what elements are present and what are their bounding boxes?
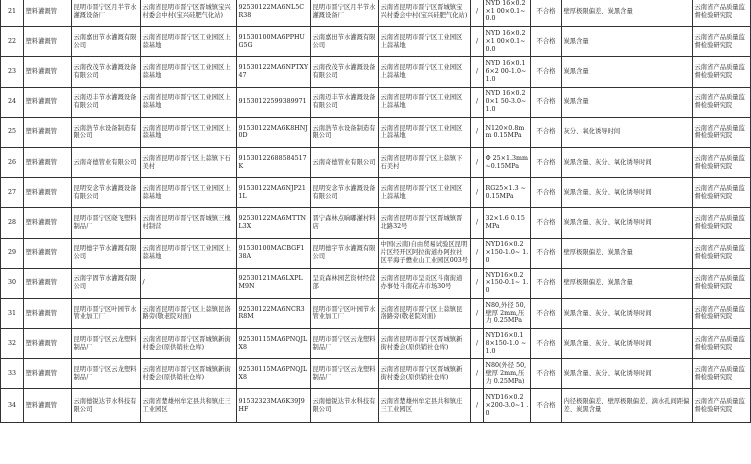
producer-name-cell: 昆明德宇节水灌溉有限公司 <box>72 238 141 268</box>
result-cell: 不合格 <box>531 298 562 328</box>
row-number-cell: 23 <box>1 57 24 87</box>
producer-address-cell: 云南省昆明市晋宁区工业园区上蒜基地 <box>141 87 237 117</box>
seller-name-cell: 云南奇德管业有限公司 <box>311 147 379 177</box>
seller-address-cell: 云南省昆明市晋宁区晋城镇新街村委会(原供销社仓库) <box>379 329 471 359</box>
failed-items-cell: 炭黑含量 <box>562 87 693 117</box>
table-row <box>1 389 751 423</box>
trademark-cell: / <box>471 178 484 208</box>
trademark-cell: / <box>471 27 484 57</box>
seller-name-cell: 昆明市晋宁区叶园节水管业加工厂 <box>311 298 379 328</box>
table-row <box>1 298 751 328</box>
producer-name-cell: 云南迈丰节水灌溉设备有限公司 <box>72 87 141 117</box>
seller-name-cell: 呈贡森林园艺资材经营部 <box>311 268 379 298</box>
failed-items-cell: 壁厚极限偏差、炭黑含量 <box>562 0 693 27</box>
seller-address-cell: 中国(云南)自由贸易试验区昆明片区经开区阿拉街道办阿拉社区平海子懋业山工业园区003号 <box>379 238 471 268</box>
trademark-cell: / <box>471 268 484 298</box>
trademark-cell: / <box>471 57 484 87</box>
row-number-cell: 33 <box>1 359 24 389</box>
seller-address-cell: 云南省昆明市晋宁区工业园区上蒜基地 <box>379 117 471 147</box>
table-row <box>1 0 751 27</box>
seller-name-cell: 昆明市晋宁区云龙塑料制品厂 <box>311 359 379 389</box>
seller-address-cell: 云南省昆明市晋宁区上蒜镇昆洛路旁(敬老院对面) <box>379 298 471 328</box>
producer-address-cell: 云南省昆明市晋宁区上蒜镇昆洛路旁(敬老院对面) <box>141 298 237 328</box>
row-number-cell: 24 <box>1 87 24 117</box>
trademark-cell: / <box>471 359 484 389</box>
specification-cell: NYD16×0.1 8×150-1.0 ~1.0 <box>484 329 531 359</box>
testing-lab-cell: 云南省产品质量监督检验研究院 <box>693 0 751 27</box>
producer-name-cell: 云南宇固节水灌溉有限公司 <box>72 268 141 298</box>
producer-address-cell: / <box>141 268 237 298</box>
failed-items-cell: 炭黑含量、灰分、氧化诱导时间 <box>562 329 693 359</box>
testing-lab-cell: 云南省产品质量监督检验研究院 <box>693 329 751 359</box>
seller-name-cell: 昆明市晋宁区月半节水灌溉设备厂 <box>311 0 379 27</box>
testing-lab-cell: 云南省产品质量监督检验研究院 <box>693 147 751 177</box>
failed-items-cell: 炭黑含量、灰分、氧化诱导时间 <box>562 178 693 208</box>
testing-lab-cell: 云南省产品质量监督检验研究院 <box>693 238 751 268</box>
table-row <box>1 178 751 208</box>
product-name-cell: 塑料灌溉管 <box>24 0 72 27</box>
product-name-cell: 塑料灌溉管 <box>24 117 72 147</box>
credit-code-cell: 91530100MA6PPHUG5G <box>237 27 311 57</box>
trademark-cell: / <box>471 87 484 117</box>
specification-cell: NYD 16×0.16×2 00-1.0~1.0 <box>484 57 531 87</box>
producer-name-cell: 云南孜茂节水灌溉设备有限公司 <box>72 57 141 87</box>
failed-items-cell: 壁厚极限偏差、炭黑含量 <box>562 238 693 268</box>
seller-name-cell: 云南迈丰节水灌溉设备有限公司 <box>311 87 379 117</box>
producer-address-cell: 云南省昆明市晋宁区工业园区上蒜基地 <box>141 178 237 208</box>
table-body <box>1 0 751 423</box>
table-row <box>1 359 751 389</box>
trademark-cell: / <box>471 389 484 423</box>
trademark-cell: / <box>471 0 484 27</box>
producer-name-cell: 昆明市晋宁区云龙塑料制品厂 <box>72 329 141 359</box>
specification-cell: N80,外径 50,壁厚 2mm,压力 0.25MPa <box>484 298 531 328</box>
table-row <box>1 27 751 57</box>
specification-cell: N120×0.8m m 0.15MPa <box>484 117 531 147</box>
seller-address-cell: 云南省昆明市晋宁区工业园区上蒜基地 <box>379 87 471 117</box>
failed-items-cell: 灰分、氧化诱导时间 <box>562 117 693 147</box>
seller-address-cell: 云南省昆明市晋宁区工业园区上蒜基地 <box>379 27 471 57</box>
result-cell: 不合格 <box>531 389 562 423</box>
seller-address-cell: 云南省昆明市晋宁区晋城镇新街村委会(原供销社仓库) <box>379 359 471 389</box>
producer-name-cell: 昆明安念节水灌溉设备有限公司 <box>72 178 141 208</box>
testing-lab-cell: 云南省产品质量监督检验研究院 <box>693 268 751 298</box>
row-number-cell: 28 <box>1 208 24 238</box>
trademark-cell: / <box>471 117 484 147</box>
credit-code-cell: 91530122599389971 <box>237 87 311 117</box>
producer-name-cell: 云南浩节水设备制造有限公司 <box>72 117 141 147</box>
specification-cell: Φ 25×1.3mm ~0.15MPa <box>484 147 531 177</box>
specification-cell: 32×1.6 0.15MPa <box>484 208 531 238</box>
result-cell: 不合格 <box>531 0 562 27</box>
producer-name-cell: 云南嘉田节水灌溉有限公司 <box>72 27 141 57</box>
specification-cell: NYD 16×0.20×1 50-3.0~1.0 <box>484 87 531 117</box>
seller-address-cell: 云南省昆明市晋宁区晋城镇晋北路32号 <box>379 208 471 238</box>
row-number-cell: 26 <box>1 147 24 177</box>
producer-address-cell: 云南省昆明市晋宁区工业园区上蒜基地 <box>141 117 237 147</box>
specification-cell: N80(外径 50,壁厚 2mm,压力 0.25MPa) <box>484 359 531 389</box>
failed-items-cell: 炭黑含量、灰分、氧化诱导时间 <box>562 359 693 389</box>
testing-lab-cell: 云南省产品质量监督检验研究院 <box>693 298 751 328</box>
result-cell: 不合格 <box>531 359 562 389</box>
product-name-cell: 塑料灌溉管 <box>24 389 72 423</box>
seller-name-cell: 昆明安念节水灌溉设备有限公司 <box>311 178 379 208</box>
seller-name-cell: 云南嘉田节水灌溉有限公司 <box>311 27 379 57</box>
producer-address-cell: 云南省昆明市晋宁区晋城镇新街村委会(原供销社仓库) <box>141 329 237 359</box>
trademark-cell: / <box>471 238 484 268</box>
seller-name-cell: 云南孜茂节水灌溉设备有限公司 <box>311 57 379 87</box>
testing-lab-cell: 云南省产品质量监督检验研究院 <box>693 117 751 147</box>
credit-code-cell: 91530122688584517K <box>237 147 311 177</box>
producer-address-cell: 云南省昆明市晋宁区工业园区上蒜基地 <box>141 27 237 57</box>
testing-lab-cell: 云南省产品质量监督检验研究院 <box>693 389 751 423</box>
row-number-cell: 22 <box>1 27 24 57</box>
seller-address-cell: 云南省昆明市晋宁区晋城镇宝兴村委会中村(宝兴硅肥气化站) <box>379 0 471 27</box>
seller-address-cell: 云南省昆明市晋宁区工业园区上蒜基地 <box>379 178 471 208</box>
failed-items-cell: 壁厚极限偏差、炭黑含量 <box>562 268 693 298</box>
row-number-cell: 34 <box>1 389 24 423</box>
seller-name-cell: 云南德锐达节水科技有限公司 <box>311 389 379 423</box>
seller-name-cell: 晋宁森林点晌嘟灌村料店 <box>311 208 379 238</box>
product-name-cell: 塑料灌溉管 <box>24 27 72 57</box>
trademark-cell: / <box>471 329 484 359</box>
producer-address-cell: 云南省昆明市晋宁区晋城镇三槐村制营 <box>141 208 237 238</box>
row-number-cell: 25 <box>1 117 24 147</box>
credit-code-cell: 91530100MACBGF138A <box>237 238 311 268</box>
product-name-cell: 塑料灌溉管 <box>24 178 72 208</box>
specification-cell: NYD 16×0.2×1 00×0.1~0.0 <box>484 0 531 27</box>
table-row <box>1 238 751 268</box>
failed-items-cell: 炭黑含量、灰分、氧化诱导时间 <box>562 208 693 238</box>
producer-name-cell: 昆明市晋宁区叶园节水管业加工厂 <box>72 298 141 328</box>
seller-address-cell: 云南省昆明市晋宁区上蒜镇下石美村 <box>379 147 471 177</box>
specification-cell: NYD16×0.2 ×200-3.0~1 .0 <box>484 389 531 423</box>
producer-address-cell: 云南省昆明市晋宁区上蒜镇下石美村 <box>141 147 237 177</box>
result-cell: 不合格 <box>531 329 562 359</box>
result-cell: 不合格 <box>531 147 562 177</box>
table-row <box>1 117 751 147</box>
seller-address-cell: 云南省昆明市呈贡区斗南街道办事处斗南花卉市场30号 <box>379 268 471 298</box>
row-number-cell: 27 <box>1 178 24 208</box>
producer-address-cell: 云南省昆明市晋宁区晋城镇新街村委会(原供销社仓库) <box>141 359 237 389</box>
seller-name-cell: 昆明德宇节水灌溉有限公司 <box>311 238 379 268</box>
producer-address-cell: 云南省楚雄州牟定县共和镇庄三工业园区 <box>141 389 237 423</box>
product-name-cell: 塑料灌溉管 <box>24 268 72 298</box>
credit-code-cell: 91530122MA6NPTXY47 <box>237 57 311 87</box>
result-cell: 不合格 <box>531 27 562 57</box>
trademark-cell: / <box>471 147 484 177</box>
table-row <box>1 208 751 238</box>
product-name-cell: 塑料灌溉管 <box>24 359 72 389</box>
specification-cell: RG25×1.3 ~0.15MPa <box>484 178 531 208</box>
result-cell: 不合格 <box>531 117 562 147</box>
producer-name-cell: 昆明市晋宁区月半节水灌溉设备厂 <box>72 0 141 27</box>
failed-items-cell: 炭黑含量、灰分、氧化诱导时间 <box>562 298 693 328</box>
credit-code-cell: 91532323MA6K39J9HF <box>237 389 311 423</box>
product-name-cell: 塑料灌溉管 <box>24 329 72 359</box>
trademark-cell: / <box>471 298 484 328</box>
table-row <box>1 87 751 117</box>
result-cell: 不合格 <box>531 268 562 298</box>
producer-address-cell: 云南省昆明市晋宁区晋城镇宝兴村委会中村(宝兴硅肥气化站) <box>141 0 237 27</box>
result-cell: 不合格 <box>531 178 562 208</box>
testing-lab-cell: 云南省产品质量监督检验研究院 <box>693 178 751 208</box>
result-cell: 不合格 <box>531 87 562 117</box>
table-row <box>1 147 751 177</box>
table-row <box>1 329 751 359</box>
seller-address-cell: 云南省楚雄州牟定县共和镇庄三工业园区 <box>379 389 471 423</box>
failed-items-cell: 炭黑含量 <box>562 27 693 57</box>
specification-cell: NYD 16×0.2×1 00×0.1~0.0 <box>484 27 531 57</box>
seller-name-cell: 昆明市晋宁区云龙塑料制品厂 <box>311 329 379 359</box>
table-row <box>1 268 751 298</box>
product-name-cell: 塑料灌溉管 <box>24 87 72 117</box>
credit-code-cell: 91530122MA6NJP211L <box>237 178 311 208</box>
product-name-cell: 塑料灌溉管 <box>24 147 72 177</box>
credit-code-cell: 92530115MA6PNQJLX8 <box>237 329 311 359</box>
specification-cell: NYD16×0.2 ×150-1.0~ 1.0 <box>484 238 531 268</box>
producer-name-cell: 昆明市晋宁区晓飞塑料制品厂 <box>72 208 141 238</box>
credit-code-cell: 91530122MA6K8HNJ0D <box>237 117 311 147</box>
failed-items-cell: 炭黑含量 <box>562 57 693 87</box>
credit-code-cell: 92530115MA6PNQJLX8 <box>237 359 311 389</box>
credit-code-cell: 92530121MA6LXPLM9N <box>237 268 311 298</box>
testing-lab-cell: 云南省产品质量监督检验研究院 <box>693 87 751 117</box>
producer-name-cell: 云南奇德管业有限公司 <box>72 147 141 177</box>
testing-lab-cell: 云南省产品质量监督检验研究院 <box>693 359 751 389</box>
product-name-cell: 塑料灌溉管 <box>24 208 72 238</box>
producer-address-cell: 云南省昆明市晋宁区工业园区上蒜基地 <box>141 238 237 268</box>
testing-lab-cell: 云南省产品质量监督检验研究院 <box>693 27 751 57</box>
testing-lab-cell: 云南省产品质量监督检验研究院 <box>693 57 751 87</box>
producer-address-cell: 云南省昆明市晋宁区工业园区上蒜基地 <box>141 57 237 87</box>
result-cell: 不合格 <box>531 238 562 268</box>
producer-name-cell: 昆明市晋宁区云龙塑料制品厂 <box>72 359 141 389</box>
credit-code-cell: 92530122MA6NCR3R8M <box>237 298 311 328</box>
row-number-cell: 21 <box>1 0 24 27</box>
specification-cell: NYD16×0.2 ×150-0.1~ 1.0 <box>484 268 531 298</box>
trademark-cell: / <box>471 208 484 238</box>
credit-code-cell: 92530122MA6MTTNL3X <box>237 208 311 238</box>
result-cell: 不合格 <box>531 57 562 87</box>
testing-lab-cell: 云南省产品质量监督检验研究院 <box>693 208 751 238</box>
failed-items-cell: 内径极限偏差、壁厚极限偏差、滴水孔间距偏差、炭黑含量 <box>562 389 693 423</box>
row-number-cell: 29 <box>1 238 24 268</box>
failed-items-cell: 炭黑含量、灰分、氧化诱导时间 <box>562 147 693 177</box>
seller-name-cell: 云南浩节水设备制造有限公司 <box>311 117 379 147</box>
row-number-cell: 32 <box>1 329 24 359</box>
seller-address-cell: 云南省昆明市晋宁区工业园区上蒜基地 <box>379 57 471 87</box>
product-name-cell: 塑料灌溉管 <box>24 238 72 268</box>
result-cell: 不合格 <box>531 208 562 238</box>
product-name-cell: 塑料灌溉管 <box>24 298 72 328</box>
credit-code-cell: 92530122MA6NL5CR38 <box>237 0 311 27</box>
product-name-cell: 塑料灌溉管 <box>24 57 72 87</box>
table-row <box>1 57 751 87</box>
producer-name-cell: 云南德锐达节水科技有限公司 <box>72 389 141 423</box>
row-number-cell: 30 <box>1 268 24 298</box>
row-number-cell: 31 <box>1 298 24 328</box>
